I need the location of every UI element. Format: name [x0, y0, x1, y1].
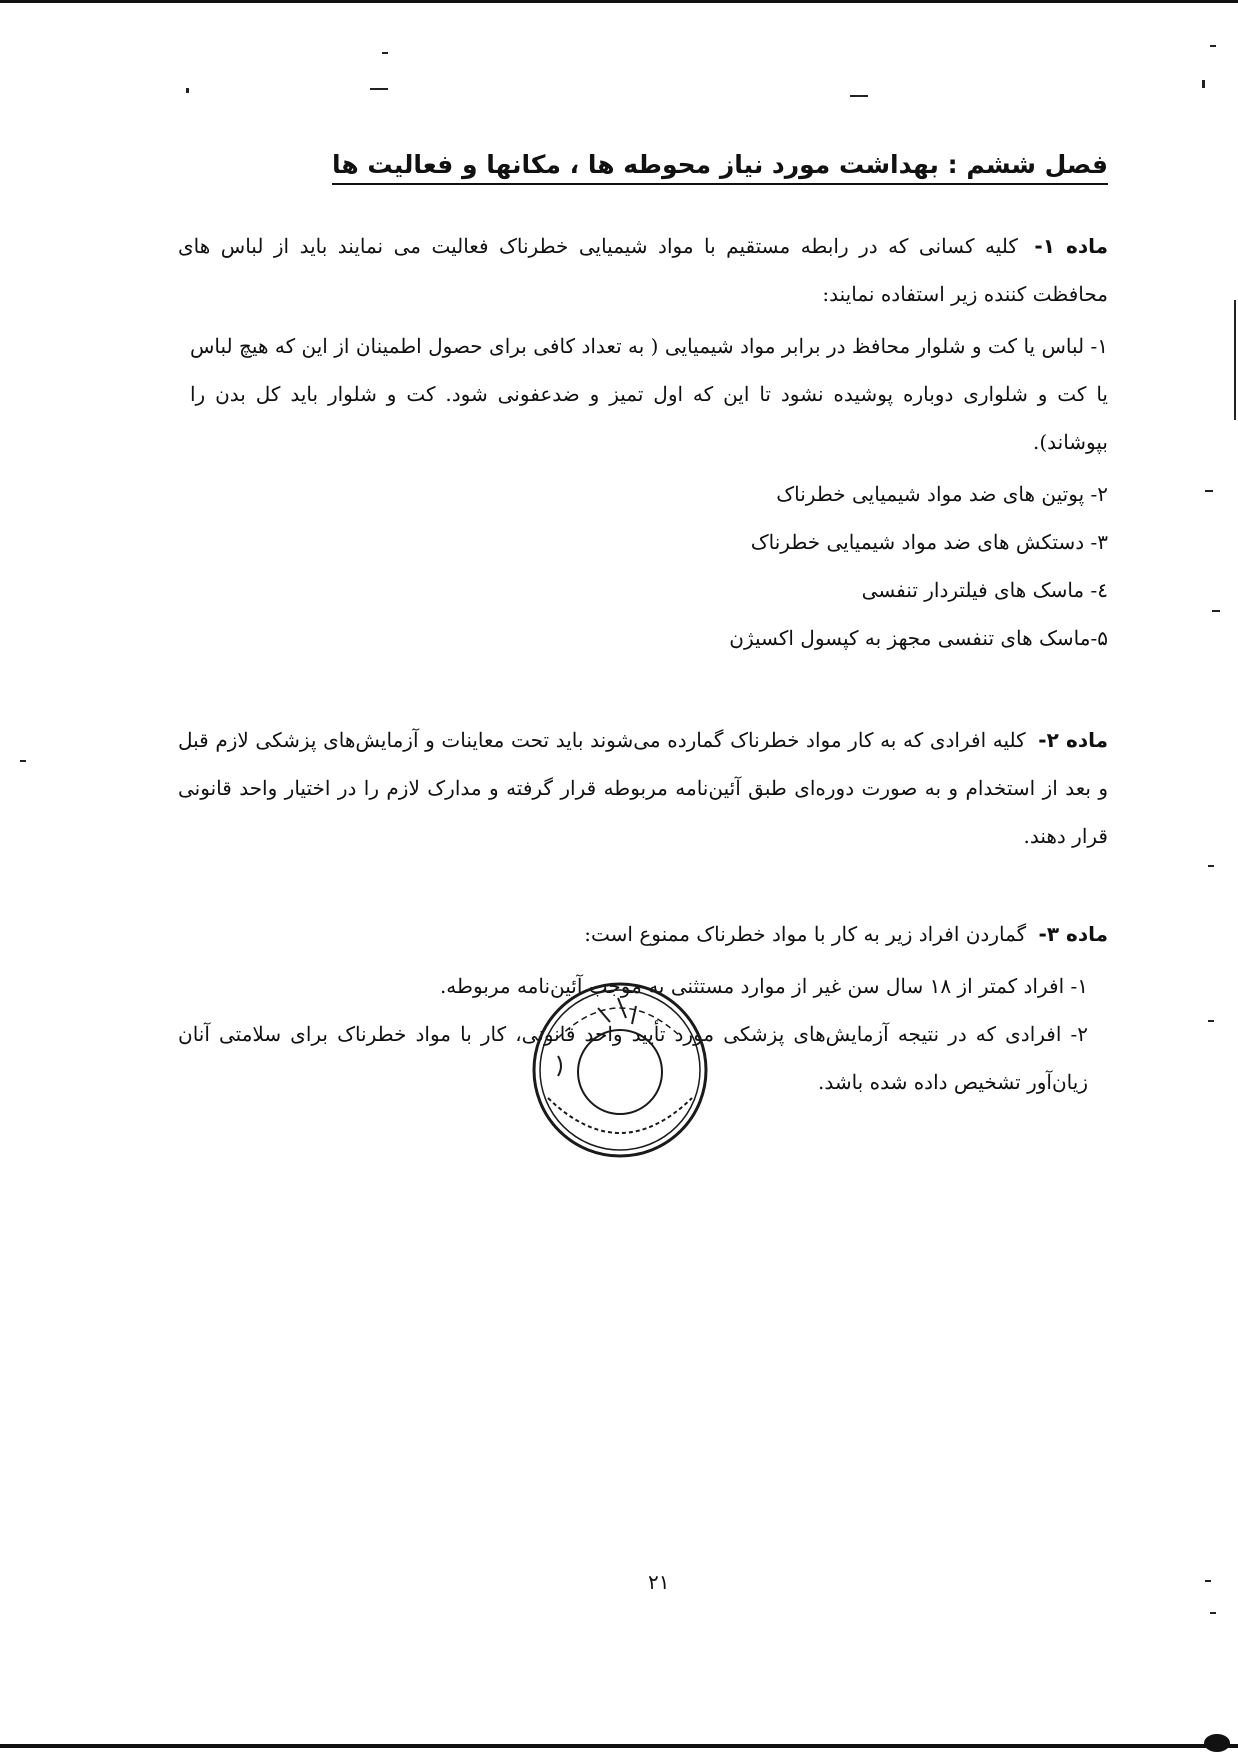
bottom-scan-border [0, 1744, 1238, 1748]
article-2-label: ماده ۲- [1038, 728, 1109, 752]
article-1-label: ماده ۱- [1034, 234, 1109, 258]
top-scan-border [0, 0, 1238, 3]
article-3-item-1: ۱- افراد کمتر از ۱۸ سال سن غیر از موارد مستثنی به موجب آئین‌نامه مربوطه. [439, 974, 1088, 998]
article-3-text: گماردن افراد زیر به کار با مواد خطرناک ممنوع است: [584, 922, 1027, 946]
article-3-item-2: ۲- افرادی که در نتیجه آزمایش‌های پزشکی مورد تأیید واحد قانونی، کار با مواد خطرناک برای سلامتی آنان زیان‌آور تشخیص داده شده باشد. [178, 1022, 1088, 1094]
article-1-item-2: ۲- پوتین های ضد مواد شیمیایی خطرناک [776, 482, 1108, 506]
seal-stamp-icon [528, 978, 712, 1162]
scan-speck [1210, 45, 1216, 47]
article-2-text: کلیه افرادی که به کار مواد خطرناک گمارده می‌شوند باید تحت معاینات و آزمایش‌های پزشکی لازم قبل و بعد از استخدام و به صورت دوره‌ای طبق آئین‌نامه مربوطه قرار گرفته و مدارک لازم را در اختیار واحد قانونی قرار دهند. [178, 728, 1108, 848]
scan-speck [850, 95, 868, 97]
article-1-item-1: ۱- لباس یا کت و شلوار محافظ در برابر مواد شیمیایی ( به تعداد کافی برای حصول اطمینان از این که هیچ لباس یا کت و شلواری دوباره پوشیده نشود تا این که اول تمیز و ضدعفونی شود. کت و شلوار باید کل بدن را بپوشاند). [190, 334, 1108, 454]
scan-speck [1212, 610, 1220, 612]
scan-speck [1205, 490, 1213, 492]
chapter-title: فصل ششم : بهداشت مورد نیاز محوطه ها ، مکانها و فعالیت ها [332, 150, 1108, 185]
article-3 [584, 910, 1108, 958]
article-1-item-5: ۵-ماسک های تنفسی مجهز به کپسول اکسیژن [729, 626, 1108, 650]
scan-speck [1202, 80, 1205, 88]
scan-speck [382, 52, 388, 54]
scan-speck [370, 88, 388, 90]
article-1-item-4: ٤- ماسک های فیلتردار تنفسی [861, 578, 1108, 602]
page-number: ۲۱ [648, 1570, 670, 1594]
scan-speck [1210, 1612, 1216, 1614]
corner-scan-mark [1204, 1734, 1230, 1752]
article-1-text: کلیه کسانی که در رابطه مستقیم با مواد شیمیایی خطرناک فعالیت می نمایند باید از لباس های محافظت کننده زیر استفاده نمایند: [178, 234, 1108, 306]
right-edge-mark [1234, 300, 1236, 420]
scan-speck [20, 760, 26, 762]
article-3-label: ماده ۳- [1038, 922, 1108, 946]
article-1-item-3: ۳- دستکش های ضد مواد شیمیایی خطرناک [750, 530, 1108, 554]
scan-speck [1208, 1020, 1214, 1022]
scan-speck [186, 88, 189, 93]
article-1 [178, 222, 1108, 318]
article-2 [178, 716, 1108, 860]
scan-speck [1205, 1580, 1211, 1582]
scan-speck [1208, 865, 1214, 867]
